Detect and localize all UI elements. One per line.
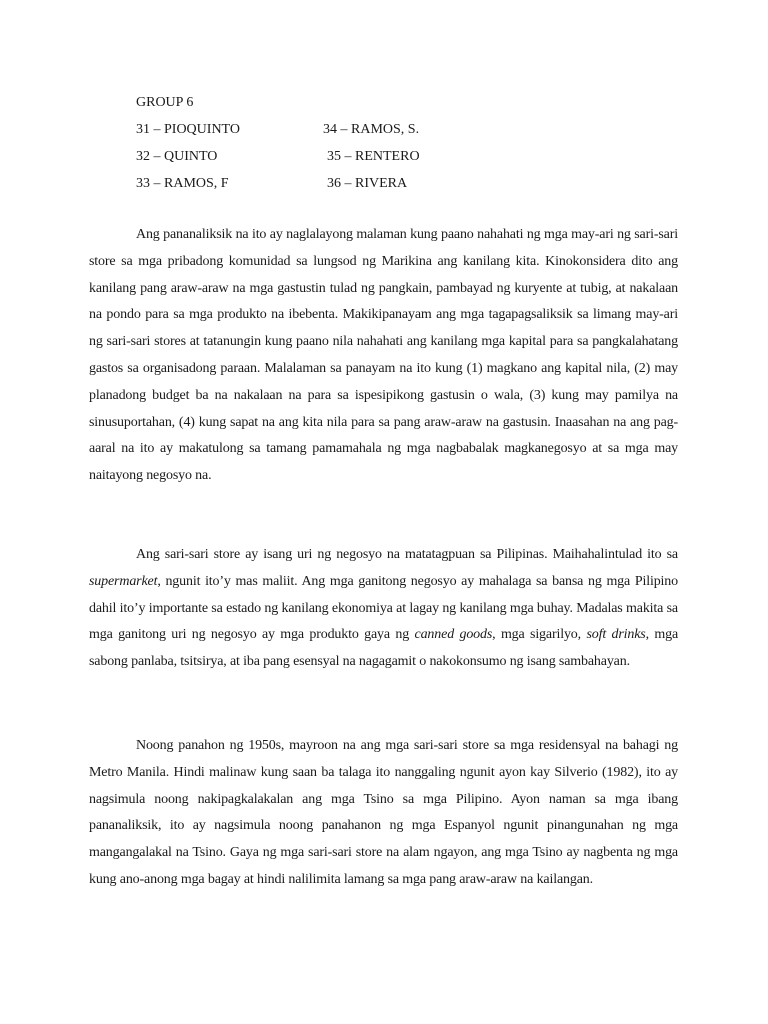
member-31: 31 – PIOQUINTO — [136, 122, 240, 137]
paragraph-2-em-soft-drinks: soft drinks — [586, 627, 646, 643]
paragraph-2-text-c: , mga sigarilyo, — [492, 627, 587, 643]
member-34: 34 – RAMOS, S. — [323, 122, 420, 137]
member-35: 35 – RENTERO — [327, 149, 420, 164]
paragraph-2-em-supermarket: supermarket — [89, 573, 158, 589]
group-title: GROUP 6 — [136, 95, 194, 110]
paragraph-2-em-canned-goods: canned goods — [414, 627, 493, 643]
member-36: 36 – RIVERA — [327, 176, 408, 191]
member-33: 33 – RAMOS, F — [136, 176, 229, 191]
member-32: 32 – QUINTO — [136, 149, 218, 164]
paragraph-2-text-a: Ang sari-sari store ay isang uri ng negosyo na matatagpuan sa Pilipinas. Maihahalintulad ito sa — [136, 547, 678, 562]
paragraph-2-text-d: , mga sabong panlaba, tsitsirya, at iba pang esensyal na nagagamit o nakokonsumo ng isang sambahayan. — [89, 627, 679, 670]
paragraph-2 — [89, 542, 678, 676]
paragraph-1: Ang pananaliksik na ito ay naglalayong malaman kung paano nahahati ng mga may-ari ng sari-sari store sa mga pribadong komunidad sa lungsod ng Marikina ang kanilang kita. Kinokonsidera dito ang kanilang pang araw-araw na mga gastustin tulad ng pangkain, pambayad ng kuryente at tubig, at nakalaan na pondo para sa mga produkto na ibebenta. Makikipanayam ang mga tagapagsaliksik sa limang may-ari ng sari-sari stores at tatanungin kung paano nila nahahati ang kanilang mga kapital para sa pangkalahatang gastos sa organisadong paraan. Malalaman sa panayam na ito kung (1) magkano ang kapital nila, (2) may planadong budget ba na nakalaan na para sa ispesipikong gastusin o wala, (3) kung may pamilya na sinusuportahan, (4) kung sapat na ang kita nila para sa pang araw-araw na gastusin. Inaasahan na ang pag-aaral na ito ay makatulong sa tamang pamamahala ng mga nagbabalak magkanegosyo at sa mga may naitayong negosyo na. — [89, 227, 678, 484]
paragraph-2-text-b: , ngunit ito’y mas maliit. Ang mga ganitong negosyo ay mahalaga sa bansa ng mga Pilipino dahil ito’y importante sa estado ng kanilang ekonomiya at lagay ng kanilang mga buhay. Madalas makita sa mga ganitong uri ng negosyo ay mga produkto gaya ng — [89, 573, 678, 643]
paragraph-3: Noong panahon ng 1950s, mayroon na ang mga sari-sari store sa mga residensyal na bahagi ng Metro Manila. Hindi malinaw kung saan ba talaga ito nanggaling ngunit ayon kay Silverio (1982), ito ay nagsimula noong nakipagkalakalan ang mga Tsino sa mga Pilipino. Ayon naman sa mga ibang pananaliksik, ito ay nagsimula noong panahanon ng mga Espanyol ngunit pinangunahan ng mga mangangalakal na Tsino. Gaya ng mga sari-sari store na alam ngayon, ang mga Tsino ay nagbenta ng mga kung ano-anong mga bagay at hindi nalilimita lamang sa mga pang araw-araw na kailangan. — [89, 738, 678, 887]
